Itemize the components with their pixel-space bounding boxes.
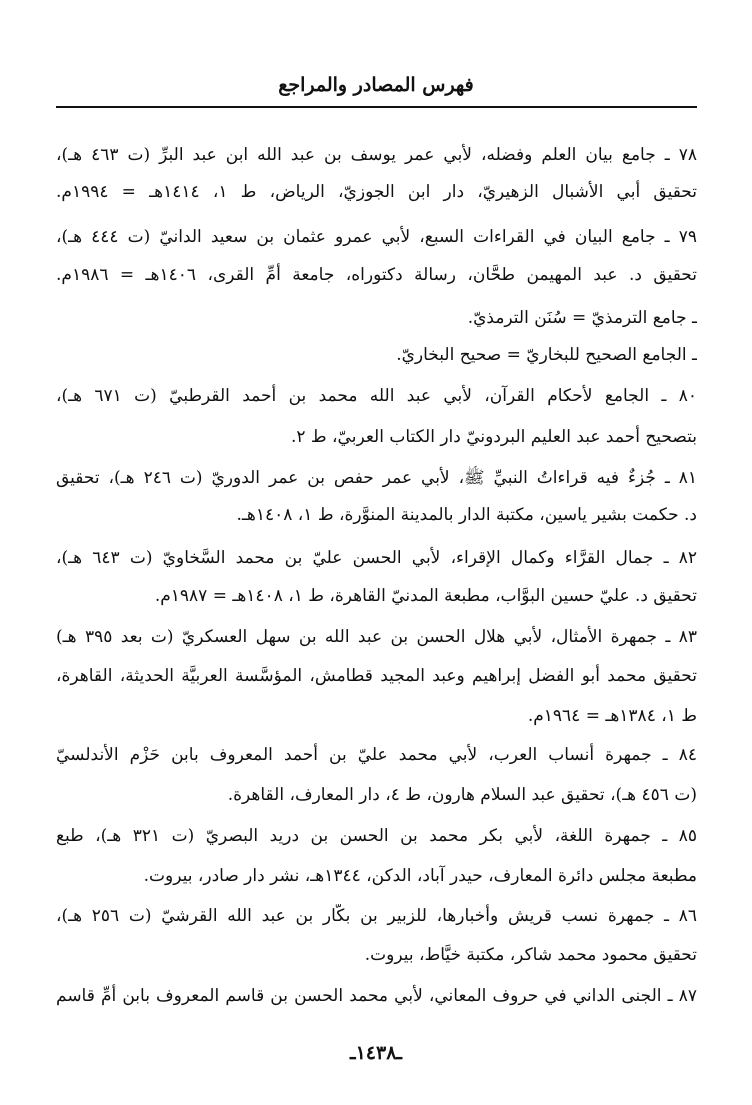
entry-79-line-1: ٧٩ ـ جامع البيان في القراءات السبع، لأبي عمرو عثمان بن سعيد الدانيّ (ت ٤٤٤ هـ)، (56, 227, 697, 247)
entry-86-line-2: تحقيق محمود محمد شاكر، مكتبة خيَّاط، بيروت. (364, 945, 697, 965)
cross-ref-tirmidhi: ـ جامع الترمذيّ = سُنَن الترمذيّ. (467, 308, 697, 328)
entry-83-line-1: ٨٣ ـ جمهرة الأمثال، لأبي هلال الحسن بن عبد الله بن سهل العسكريّ (ت بعد ٣٩٥ هـ) (56, 627, 697, 647)
page-header-title: فهرس المصادر والمراجع (278, 74, 474, 96)
entry-84-line-1: ٨٤ ـ جمهرة أنساب العرب، لأبي محمد عليّ بن أحمد المعروف بابن حَزْم الأندلسيّ (56, 745, 697, 765)
entry-81-line-1: ٨١ ـ جُزءٌ فيه قراءاتُ النبيِّ ﷺ، لأبي عمر حفص بن عمر الدوريّ (ت ٢٤٦ هـ)، تحقيق (56, 468, 697, 488)
page-number: ـ١٤٣٨ـ (350, 1042, 402, 1064)
entry-84-line-2: (ت ٤٥٦ هـ)، تحقيق عبد السلام هارون، ط ٤، دار المعارف، القاهرة. (227, 785, 697, 805)
entry-79-line-2: تحقيق د. عبد المهيمن طحَّان، رسالة دكتوراه، جامعة أمِّ القرى، ١٤٠٦هـ = ١٩٨٦م. (56, 265, 697, 285)
cross-ref-bukhari: ـ الجامع الصحيح للبخاريّ = صحيح البخاريّ. (396, 345, 697, 365)
entry-81-line-2: د. حكمت بشير ياسين، مكتبة الدار بالمدينة المنوَّرة، ط ١، ١٤٠٨هـ. (236, 505, 697, 525)
entry-86-line-1: ٨٦ ـ جمهرة نسب قريش وأخبارها، للزبير بن بكَّار بن عبد الله القرشيّ (ت ٢٥٦ هـ)، (56, 906, 697, 926)
entry-85-line-2: مطبعة مجلس دائرة المعارف، حيدر آباد، الدكن، ١٣٤٤هـ، نشر دار صادر، بيروت. (143, 866, 697, 886)
entry-82-line-1: ٨٢ ـ جمال القرَّاء وكمال الإقراء، لأبي الحسن عليّ بن محمد السَّخاويّ (ت ٦٤٣ هـ)، (56, 548, 697, 568)
entry-78-line-1: ٧٨ ـ جامع بيان العلم وفضله، لأبي عمر يوسف بن عبد الله ابن عبد البرِّ (ت ٤٦٣ هـ)، (56, 145, 697, 165)
entry-80-line-1: ٨٠ ـ الجامع لأحكام القرآن، لأبي عبد الله محمد بن أحمد القرطبيّ (ت ٦٧١ هـ)، (56, 386, 697, 406)
entry-80-line-2: بتصحيح أحمد عبد العليم البردونيّ دار الكتاب العربيّ، ط ٢. (290, 427, 697, 447)
entry-78-line-2: تحقيق أبي الأشبال الزهيريّ، دار ابن الجوزيّ، الرياض، ط ١، ١٤١٤هـ = ١٩٩٤م. (56, 182, 697, 202)
header-divider (56, 106, 697, 108)
entry-83-line-2: تحقيق محمد أبو الفضل إبراهيم وعبد المجيد قطامش، المؤسَّسة العربيَّة الحديثة، القاهرة، (56, 666, 697, 686)
entry-87-line-1: ٨٧ ـ الجنى الداني في حروف المعاني، لأبي محمد الحسن بن قاسم المعروف بابن أُمِّ قاسم (56, 986, 697, 1006)
entry-83-line-3: ط ١، ١٣٨٤هـ = ١٩٦٤م. (527, 706, 697, 726)
entry-82-line-2: تحقيق د. عليّ حسين البوَّاب، مطبعة المدنيّ القاهرة، ط ١، ١٤٠٨هـ = ١٩٨٧م. (154, 586, 697, 606)
entry-85-line-1: ٨٥ ـ جمهرة اللغة، لأبي بكر محمد بن الحسن بن دريد البصريّ (ت ٣٢١ هـ)، طبع (56, 826, 697, 846)
